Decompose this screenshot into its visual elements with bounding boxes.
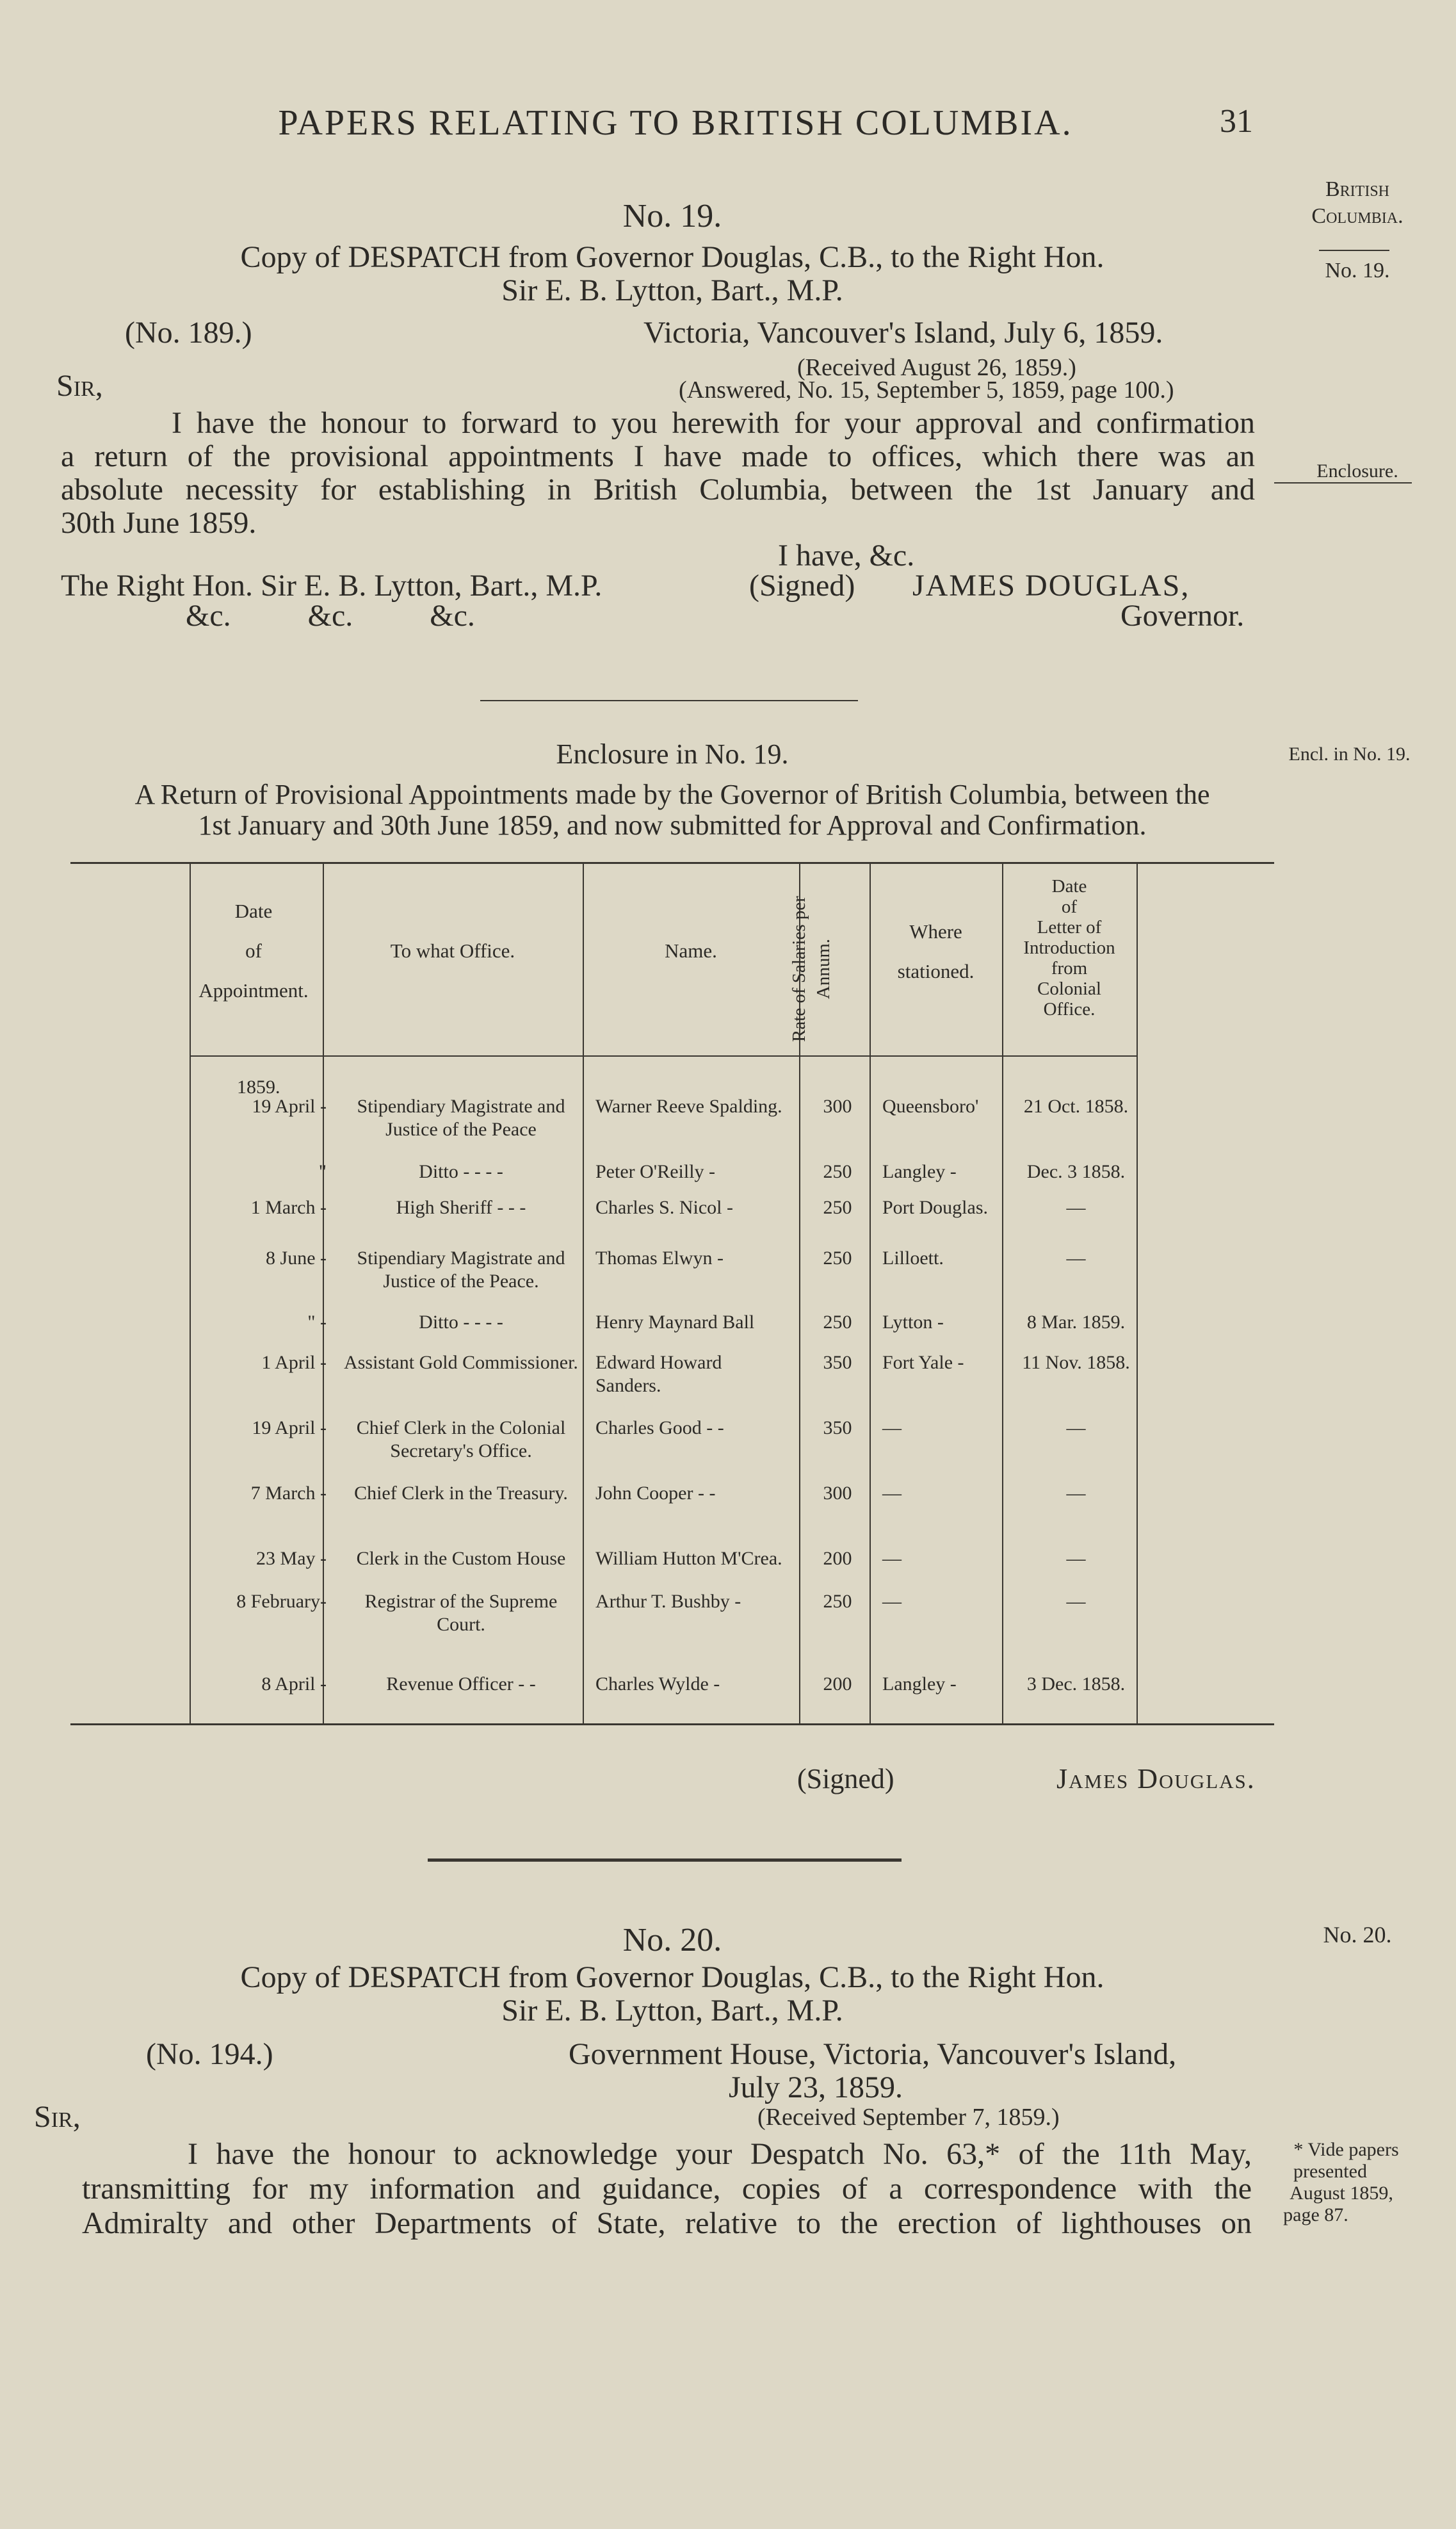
row-where: Langley - — [882, 1673, 957, 1695]
row-letter: 3 Dec. 1858. — [1026, 1673, 1126, 1695]
row-date: 1 March - — [250, 1197, 327, 1218]
row-name: Thomas Elwyn - — [595, 1248, 724, 1269]
despatch20-title-2: Sir E. B. Lytton, Bart., M.P. — [501, 1994, 843, 2028]
col-letter-3: Letter of — [1037, 917, 1102, 938]
col-name: Name. — [665, 939, 717, 962]
despatch19-body-1: I have the honour to forward to you herewith for your approval and confirmation — [172, 406, 1255, 440]
margin-rule — [1319, 250, 1389, 251]
row-where: Lytton - — [882, 1312, 944, 1333]
table-bottom-rule — [70, 1723, 1274, 1725]
row-office: Revenue Officer - - — [386, 1673, 536, 1695]
row-date: 19 April - — [252, 1096, 327, 1117]
despatch19-number: No. 19. — [622, 198, 722, 234]
despatch20-ref: (No. 194.) — [146, 2037, 273, 2071]
row-where: — — [882, 1483, 902, 1504]
row-salary: 350 — [823, 1417, 852, 1438]
col-office: To what Office. — [390, 939, 515, 962]
margin-vide-1: * Vide papers — [1293, 2139, 1399, 2160]
column-rule — [870, 862, 871, 1723]
row-salary: 300 — [823, 1483, 852, 1504]
despatch20-body-2: transmitting for my information and guidance, copies of a correspondence with the — [82, 2172, 1252, 2206]
col-date-2: of — [245, 939, 262, 962]
row-office: Assistant Gold Commissioner. — [344, 1352, 578, 1373]
row-letter: — — [1066, 1548, 1086, 1569]
despatch19-signatory-title: Governor. — [1120, 599, 1245, 633]
row-name: Edward Howard Sanders. — [595, 1352, 722, 1396]
row-office: Registrar of the Supreme Court. — [364, 1591, 558, 1635]
section-divider — [480, 700, 858, 701]
row-office: High Sheriff - - - — [396, 1197, 526, 1218]
row-office: Clerk in the Custom House — [356, 1548, 566, 1569]
margin-no19: No. 19. — [1325, 259, 1390, 282]
despatch19-etc: &c. &c. &c. — [186, 599, 475, 633]
despatch20-number: No. 20. — [622, 1922, 722, 1958]
row-where: Langley - — [882, 1161, 957, 1182]
col-where-2: stationed. — [897, 960, 975, 982]
despatch19-title-2: Sir E. B. Lytton, Bart., M.P. — [501, 273, 843, 307]
row-where: — — [882, 1417, 902, 1438]
section-divider — [428, 1858, 902, 1862]
row-where: Fort Yale - — [882, 1352, 964, 1373]
despatch19-signed: (Signed) — [749, 569, 855, 603]
despatch20-body-1: I have the honour to acknowledge your Despatch No. 63,* of the 11th May, — [188, 2137, 1252, 2171]
row-letter: 8 Mar. 1859. — [1026, 1312, 1126, 1333]
margin-vide-4: page 87. — [1283, 2204, 1348, 2225]
col-letter-2: of — [1061, 897, 1078, 917]
row-date: 19 April - — [252, 1417, 327, 1438]
row-office: Ditto - - - - — [419, 1312, 503, 1333]
row-name: Arthur T. Bushby - — [595, 1591, 741, 1612]
despatch19-received: (Received August 26, 1859.) — [797, 354, 1076, 381]
row-salary: 250 — [823, 1312, 852, 1333]
running-title: PAPERS RELATING TO BRITISH COLUMBIA. — [278, 103, 1073, 143]
row-salary: 250 — [823, 1248, 852, 1269]
row-salary: 250 — [823, 1197, 852, 1218]
row-letter: — — [1066, 1483, 1086, 1504]
row-office: Stipendiary Magistrate and Justice of the Peace. — [357, 1248, 565, 1292]
row-office: Chief Clerk in the Colonial Secretary's Office. — [356, 1417, 566, 1461]
row-name: Henry Maynard Ball — [595, 1312, 755, 1333]
despatch19-place-date: Victoria, Vancouver's Island, July 6, 1859. — [643, 316, 1163, 350]
row-name: Charles S. Nicol - — [595, 1197, 733, 1218]
row-name: Charles Good - - — [595, 1417, 724, 1438]
enclosure-heading: Enclosure in No. 19. — [556, 738, 789, 770]
row-letter: — — [1066, 1197, 1086, 1218]
despatch20-received: (Received September 7, 1859.) — [757, 2104, 1060, 2131]
col-letter-6: Colonial — [1037, 979, 1101, 999]
row-where: Port Douglas. — [882, 1197, 988, 1218]
despatch20-place-date-2: July 23, 1859. — [729, 2070, 903, 2104]
col-where-1: Where — [909, 920, 962, 943]
enclosure-signatory: James Douglas. — [1056, 1763, 1256, 1794]
row-date: 7 March - — [250, 1483, 327, 1504]
column-rule — [583, 862, 584, 1723]
col-letter-4: Introduction — [1023, 938, 1115, 958]
despatch20-place-date-1: Government House, Victoria, Vancouver's Island, — [569, 2037, 1177, 2071]
row-date: 8 June - — [266, 1248, 327, 1269]
despatch19-signatory: JAMES DOUGLAS, — [912, 569, 1190, 603]
despatch19-body-4: 30th June 1859. — [61, 506, 257, 540]
row-letter: — — [1066, 1417, 1086, 1438]
row-date: 1 April - — [261, 1352, 327, 1373]
col-date-3: Appointment. — [198, 979, 309, 1002]
despatch20-salutation: Sir, — [34, 2100, 81, 2134]
col-letter-1: Date — [1051, 876, 1087, 897]
table-year: 1859. — [237, 1077, 280, 1098]
col-letter-5: from — [1051, 958, 1088, 979]
row-salary: 250 — [823, 1161, 852, 1182]
row-salary: 250 — [823, 1591, 852, 1612]
row-date: " - — [307, 1312, 327, 1333]
margin-encl-no19: Encl. in No. 19. — [1288, 744, 1411, 765]
row-where: Queensboro' — [882, 1096, 979, 1117]
row-date: 23 May - — [256, 1548, 327, 1569]
margin-vide-2: presented — [1293, 2161, 1367, 2182]
header-rule — [190, 1055, 1136, 1057]
despatch19-body-2: a return of the provisional appointments I have made to offices, which there was an — [61, 439, 1255, 473]
col-salary: Rate of Salaries per Annum. — [789, 896, 834, 1042]
enclosure-title-2: 1st January and 30th June 1859, and now submitted for Approval and Confirmation. — [198, 809, 1147, 841]
row-letter: — — [1066, 1248, 1086, 1269]
row-salary: 300 — [823, 1096, 852, 1117]
despatch19-body-3: absolute necessity for establishing in British Columbia, between the 1st January and — [61, 473, 1255, 507]
row-letter: Dec. 3 1858. — [1026, 1161, 1126, 1182]
despatch19-addressee: The Right Hon. Sir E. B. Lytton, Bart., M.P. — [61, 569, 603, 603]
margin-colony: British Columbia. — [1311, 177, 1403, 228]
despatch19-salutation: Sir, — [56, 369, 103, 403]
row-letter: — — [1066, 1591, 1086, 1612]
row-where: Lilloett. — [882, 1248, 944, 1269]
col-date-1: Date — [234, 900, 273, 922]
row-name: Warner Reeve Spalding. — [595, 1096, 782, 1117]
margin-rule — [1274, 482, 1412, 484]
row-office: Chief Clerk in the Treasury. — [354, 1483, 568, 1504]
table-top-rule — [70, 862, 1274, 864]
row-name: Peter O'Reilly - — [595, 1161, 716, 1182]
margin-vide-3: August 1859, — [1290, 2183, 1393, 2204]
enclosure-signed: (Signed) — [797, 1763, 894, 1794]
margin-no20: No. 20. — [1323, 1922, 1392, 1948]
despatch19-title-1: Copy of DESPATCH from Governor Douglas, C.B., to the Right Hon. — [240, 240, 1104, 274]
enclosure-title-1: A Return of Provisional Appointments made by the Governor of British Columbia, between the — [134, 779, 1210, 810]
despatch19-ref: (No. 189.) — [125, 316, 252, 350]
despatch19-closing: I have, &c. — [778, 539, 915, 573]
row-letter: 21 Oct. 1858. — [1023, 1096, 1129, 1117]
row-name: Charles Wylde - — [595, 1673, 720, 1695]
row-letter: 11 Nov. 1858. — [1022, 1352, 1130, 1373]
despatch19-answered: (Answered, No. 15, September 5, 1859, page 100.) — [679, 377, 1174, 403]
row-date: " — [318, 1161, 327, 1182]
row-salary: 200 — [823, 1548, 852, 1569]
row-where: — — [882, 1591, 902, 1612]
row-office: Stipendiary Magistrate and Justice of the Peace — [357, 1096, 565, 1140]
margin-enclosure: Enclosure. — [1316, 460, 1398, 482]
row-salary: 350 — [823, 1352, 852, 1373]
row-salary: 200 — [823, 1673, 852, 1695]
col-letter-7: Office. — [1043, 999, 1096, 1020]
row-where: — — [882, 1548, 902, 1569]
row-date: 8 April - — [261, 1673, 327, 1695]
row-name: John Cooper - - — [595, 1483, 716, 1504]
row-name: William Hutton M'Crea. — [595, 1548, 782, 1569]
row-date: 8 February- — [236, 1591, 327, 1612]
page-number: 31 — [1220, 103, 1253, 140]
despatch20-body-3: Admiralty and other Departments of State, relative to the erection of lighthouses on — [82, 2206, 1252, 2240]
row-office: Ditto - - - - — [419, 1161, 503, 1182]
despatch20-title-1: Copy of DESPATCH from Governor Douglas, C.B., to the Right Hon. — [240, 1960, 1104, 1994]
